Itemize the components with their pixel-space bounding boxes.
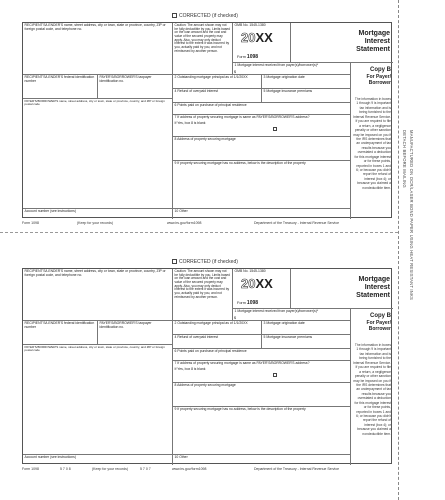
- box4-label: 4 Refund of overpaid interest: [174, 335, 219, 339]
- corrected-box[interactable]: [172, 259, 177, 264]
- form-label: Form: [237, 55, 246, 59]
- box9-field[interactable]: [173, 407, 351, 455]
- footer-url: www.irs.gov/form1098: [172, 467, 207, 471]
- copy-b: Copy B: [370, 313, 391, 319]
- title-line-2: Interest: [364, 38, 390, 46]
- box8-field[interactable]: [173, 137, 351, 161]
- box6-field[interactable]: [173, 349, 351, 361]
- title-cell: [291, 23, 393, 63]
- box7-checkbox[interactable]: [273, 373, 277, 377]
- box2-field[interactable]: [173, 75, 262, 89]
- footer-form: Form 1098: [22, 221, 39, 225]
- copy-b-cell: [351, 309, 393, 465]
- box7-field: [173, 361, 351, 383]
- box10-label: 10 Other: [174, 455, 188, 459]
- footer-keep: (Keep for your records): [77, 221, 113, 225]
- borrower: Borrower: [368, 326, 391, 333]
- form-1098-copy-1: [22, 13, 392, 230]
- corrected-checkbox[interactable]: [172, 259, 238, 266]
- box2-label: 2 Outstanding mortgage principal as of 1/1/20XX: [174, 321, 248, 325]
- box10-field[interactable]: [173, 455, 351, 465]
- payer-address-field[interactable]: [23, 99, 173, 209]
- recipient-tin-label: RECIPIENT'S/LENDER'S federal identification number: [24, 75, 95, 83]
- omb-number: OMB No. 1545-1380: [234, 23, 266, 27]
- form-title: [356, 276, 390, 300]
- footer-dept: Department of the Treasury - Internal Revenue Service: [254, 221, 340, 225]
- omb-number: OMB No. 1545-1380: [234, 269, 266, 273]
- title-line-2: Interest: [364, 284, 390, 292]
- box7-check-label: If Yes, box 8 is blank: [174, 120, 206, 125]
- payer-tin-label: PAYER'S/BORROWER'S taxpayer identification no.: [99, 75, 152, 83]
- box3-label: 3 Mortgage origination date: [263, 75, 305, 79]
- account-label: Account number (see instructions): [24, 455, 76, 459]
- form-id: [237, 55, 258, 61]
- dollar-sign: $: [234, 70, 236, 74]
- title-cell: [291, 269, 393, 309]
- title-line-3: Statement: [356, 46, 390, 54]
- recipient-tin-label: RECIPIENT'S/LENDER'S federal identification number: [24, 321, 95, 329]
- box8-label: 8 Address of property securing mortgage: [174, 137, 236, 141]
- box7-label: 7 If address of property securing mortgage is same as PAYER'S/BORROWER'S address?: [174, 115, 310, 119]
- box9-label: 9 If property securing mortgage has no address, below is the description of the property: [174, 161, 306, 165]
- box10-field[interactable]: [173, 209, 351, 219]
- box7-label: 7 If address of property securing mortgage is same as PAYER'S/BORROWER'S address?: [174, 361, 310, 365]
- form-number: 1098: [246, 54, 259, 60]
- caution-note: [173, 23, 233, 75]
- caution-text: Caution: The amount shown may not be fully deductible by you. Limits based on the loan amount and the cost and value of the secured property may apply. Also, you may only deduct interest to the extent it was incurred by you, actually paid by you, and not reimbursed by another person.: [174, 23, 230, 53]
- title-line-1: Mortgage: [358, 30, 390, 37]
- page: [22, 13, 392, 478]
- footer-code-1: 5 7 0 8: [60, 467, 71, 471]
- manufacture-note: MANUFACTURED ON OCR/LASER BOND PAPER USING HEAT RESISTANT INKS: [409, 130, 414, 300]
- box8-field[interactable]: [173, 383, 351, 407]
- box1-field[interactable]: [233, 309, 351, 321]
- payer-tin-label: PAYER'S/BORROWER'S taxpayer identification no.: [99, 321, 152, 329]
- form-id: [237, 301, 258, 307]
- form-number: 1098: [246, 300, 259, 306]
- account-number-field[interactable]: [23, 455, 173, 465]
- copy-b-instructions: The information in boxes 1 through 9 is important tax information and is being furnished to the Internal Revenue Service. If you are required to file a return, a negligence penalty or other sanction may be imposed on you if the IRS determines that an underpayment of tax results because you overstated a deduction for this mortgage interest or for these points, reported in boxes 1 and 6; or because you didn't report the refund of interest (box 4); or because you claimed a nondeductible item.: [353, 343, 391, 436]
- copy-b-instructions: The information in boxes 1 through 9 is important tax information and is being furnished to the Internal Revenue Service. If you are required to file a return, a negligence penalty or other sanction may be imposed on you if the IRS determines that an underpayment of tax results because you overstated a deduction for this mortgage interest or for these points, reported in boxes 1 and 6; or because you didn't report the refund of interest (box 4); or because you claimed a nondeductible item.: [353, 97, 391, 190]
- recipient-tin-field[interactable]: [23, 321, 98, 345]
- recipient-label: RECIPIENT'S/LENDER'S name, street address, city or town, state or province, country, ZIP or foreign postal code, and telephone no.: [24, 269, 166, 277]
- box6-label: 6 Points paid on purchase of principal residence: [174, 349, 247, 353]
- box3-label: 3 Mortgage origination date: [263, 321, 305, 325]
- corrected-checkbox[interactable]: [172, 13, 238, 20]
- footer-url: www.irs.gov/form1098: [167, 221, 202, 225]
- recipient-tin-field[interactable]: [23, 75, 98, 99]
- form-grid: [22, 268, 392, 464]
- corrected-label: CORRECTED (if checked): [179, 13, 238, 19]
- recipient-name-field[interactable]: [23, 269, 173, 321]
- box3-field[interactable]: [262, 75, 351, 89]
- form-grid: [22, 22, 392, 218]
- payer-tin-field[interactable]: [98, 75, 173, 99]
- title-line-3: Statement: [356, 292, 390, 300]
- perforation-line: [398, 0, 399, 500]
- borrower: Borrower: [368, 80, 391, 87]
- form-1098-copy-2: [22, 259, 392, 476]
- footer-code-2: 5 7 0 7: [140, 467, 151, 471]
- corrected-box[interactable]: [172, 13, 177, 18]
- box2-label: 2 Outstanding mortgage principal as of 1/1/20XX: [174, 75, 248, 79]
- payer-address-field[interactable]: [23, 345, 173, 455]
- recipient-label: RECIPIENT'S/LENDER'S name, street address, city or town, state or province, country, ZIP or foreign postal code, and telephone no.: [24, 23, 166, 31]
- detach-note: DETACH BEFORE MAILING: [402, 130, 407, 188]
- copy-b: Copy B: [370, 67, 391, 73]
- payer-address-label: PAYER'S/BORROWER'S name, street address, city or town, state or province, country, and ZIP or foreign postal code: [24, 345, 165, 353]
- copy-b-label: [367, 67, 391, 86]
- account-label: Account number (see instructions): [24, 209, 76, 213]
- payer-tin-field[interactable]: [98, 321, 173, 345]
- year-suffix: XX: [255, 30, 273, 45]
- box4-field[interactable]: [173, 335, 262, 349]
- for-payer: For Payer/: [366, 320, 391, 327]
- form-title: [356, 30, 390, 54]
- form-footer: [22, 467, 392, 474]
- tax-year: [241, 277, 273, 292]
- box6-label: 6 Points paid on purchase of principal residence: [174, 103, 247, 107]
- recipient-name-field[interactable]: [23, 23, 173, 75]
- for-payer: For Payer/: [366, 74, 391, 81]
- footer-keep: (Keep for your records): [92, 467, 128, 471]
- box9-label: 9 If property securing mortgage has no address, below is the description of the property: [174, 407, 306, 411]
- box5-field[interactable]: [262, 335, 351, 349]
- box3-field[interactable]: [262, 321, 351, 335]
- omb-block: [233, 269, 291, 309]
- box7-check-label: If Yes, box 8 is blank: [174, 366, 206, 371]
- box1-label: 1 Mortgage interest received from payer(s)/borrower(s)*: [234, 63, 319, 67]
- box9-field[interactable]: [173, 161, 351, 209]
- year-prefix: 20: [241, 276, 256, 291]
- box7-field: [173, 115, 351, 137]
- box5-label: 5 Mortgage insurance premiums: [263, 89, 313, 93]
- form-label: Form: [237, 301, 246, 305]
- box5-label: 5 Mortgage insurance premiums: [263, 335, 313, 339]
- copy-b-cell: [351, 63, 393, 219]
- caution-text: Caution: The amount shown may not be fully deductible by you. Limits based on the loan amount and the cost and value of the secured property may apply. Also, you may only deduct interest to the extent it was incurred by you, actually paid by you, and not reimbursed by another person.: [174, 269, 230, 299]
- dollar-sign: $: [234, 316, 236, 320]
- box2-field[interactable]: [173, 321, 262, 335]
- omb-block: [233, 23, 291, 63]
- footer-form: Form 1098: [22, 467, 39, 471]
- box8-label: 8 Address of property securing mortgage: [174, 383, 236, 387]
- box4-field[interactable]: [173, 89, 262, 103]
- title-line-1: Mortgage: [358, 276, 390, 283]
- payer-address-label: PAYER'S/BORROWER'S name, street address, city or town, state or province, country, and ZIP or foreign postal code: [24, 99, 165, 107]
- box1-field[interactable]: [233, 63, 351, 75]
- side-margin-text: [403, 130, 421, 370]
- box6-field[interactable]: [173, 103, 351, 115]
- box1-label: 1 Mortgage interest received from payer(s)/borrower(s)*: [234, 309, 319, 313]
- copy-b-label: [367, 313, 391, 332]
- box5-field[interactable]: [262, 89, 351, 103]
- footer-dept: Department of the Treasury - Internal Revenue Service: [254, 467, 340, 471]
- box4-label: 4 Refund of overpaid interest: [174, 89, 219, 93]
- tax-year: [241, 31, 273, 46]
- form-footer: [22, 221, 392, 228]
- caution-note: [173, 269, 233, 321]
- year-suffix: XX: [255, 276, 273, 291]
- account-number-field[interactable]: [23, 209, 173, 219]
- year-prefix: 20: [241, 30, 256, 45]
- box7-checkbox[interactable]: [273, 127, 277, 131]
- corrected-label: CORRECTED (if checked): [179, 259, 238, 265]
- box10-label: 10 Other: [174, 209, 188, 213]
